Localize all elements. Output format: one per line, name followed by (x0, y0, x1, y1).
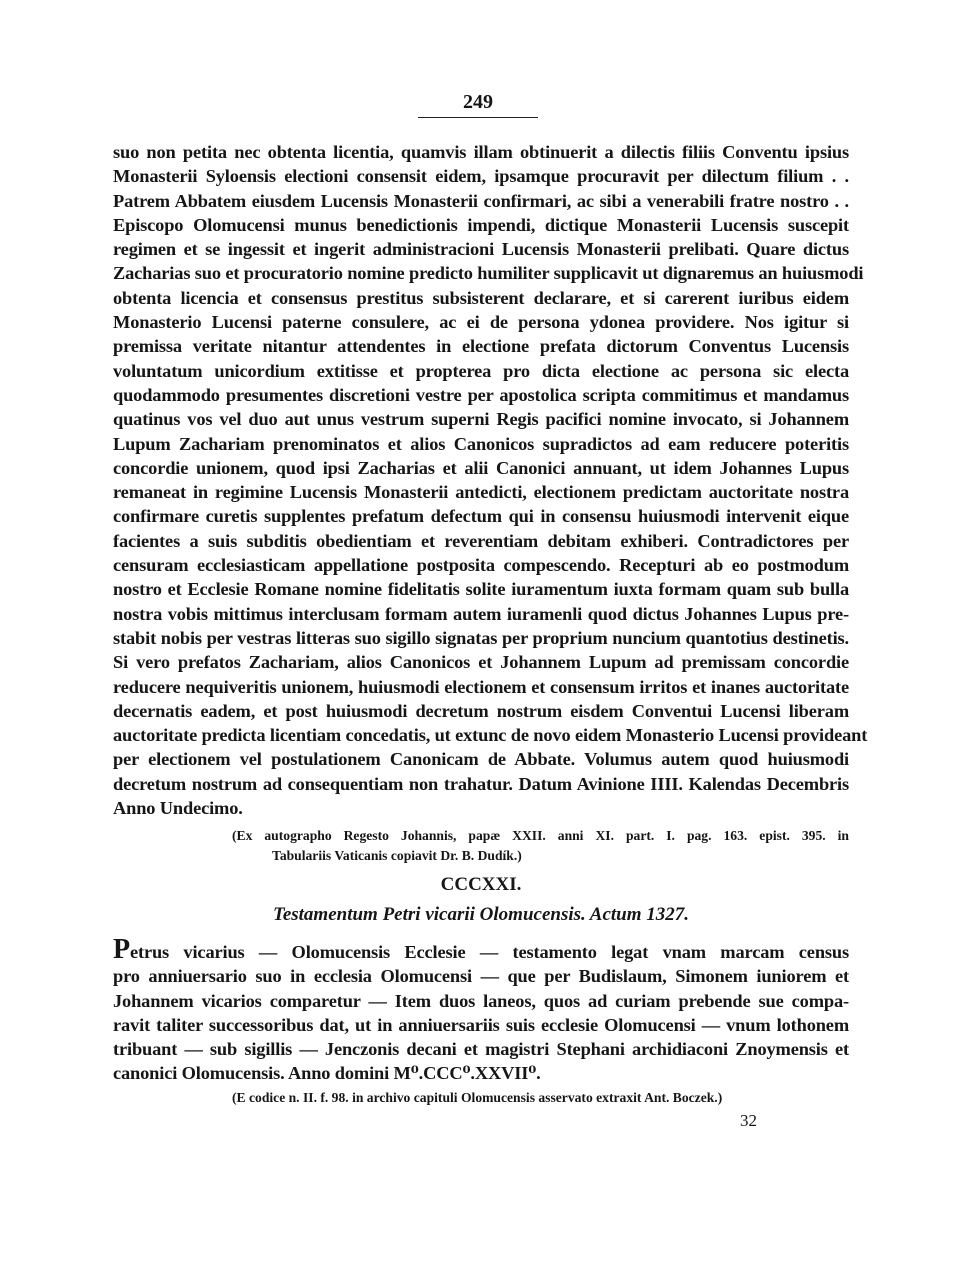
text-line: voluntatum unicordium extitisse et propterea pro dicta electione ac persona sic electa (113, 360, 849, 381)
text-line: suo non petita nec obtenta licentia, quamvis illam obtinuerit a dilectis filiis Conventu ipsius (113, 142, 849, 162)
text-line: Johannem vicarios comparetur — Item duos laneos, quos ad curiam prebende sue compa- (113, 990, 849, 1011)
text-line: Si vero prefatos Zachariam, alios Canonicos et Johannem Lupum ad premissam concordie (113, 652, 849, 673)
text-line: quatinus vos vel duo aut unus vestrum superni Regis pacifici nomine invocato, si Johannem (113, 409, 849, 430)
section-source-note (232, 1088, 849, 1108)
page-number: 249 (463, 91, 493, 113)
signature-mark: 32 (740, 1111, 757, 1130)
source-note (232, 826, 849, 866)
text-line: tribuant — sub sigillis — Jenczonis decani et magistri Stephani archidiaconi Znoymensis et (113, 1039, 849, 1060)
text-line: reducere nequiveritis unionem, huiusmodi electionem et consensum irritos et inanes auctoritate (113, 676, 849, 697)
page-number-rule (418, 117, 538, 118)
text-line-first (113, 934, 849, 965)
text-line: nostra vobis mittimus interclusam formam autem iuramenli quod dictus Johannes Lupus pre- (113, 603, 849, 624)
dropcap: P (113, 934, 130, 965)
text-line: quodammodo presumentes discretioni vestre per apostolica scripta commitimus et mandamus (113, 384, 849, 405)
text-line: per electionem vel postulationem Canonicam de Abbate. Volumus autem quod huiusmodi (113, 749, 849, 770)
text-line: facientes a suis subditis obedientiam et reverentiam debitam exhiberi. Contradictores per (113, 530, 849, 551)
text-line: regimen et se ingessit et ingerit administracioni Lucensis Monasterii prelibati. Quare dictus (113, 239, 849, 260)
text-line: stabit nobis per vestras litteras suo sigillo signatas per proprium nuncium quantotius destinetis. (113, 627, 849, 648)
text-line: nostro et Ecclesie Romane nomine fidelitatis solite iuramentum iuxta formam quam sub bulla (113, 579, 849, 600)
text-line: pro anniuersario suo in ecclesia Olomucensi — que per Budislaum, Simonem iuniorem et (113, 966, 849, 987)
section-title: Testamentum Petri vicarii Olomucensis. Actum 1327. (272, 904, 690, 925)
text-line: canonici Olomucensis. Anno domini M⁰.CCC⁰.XXVII⁰. (113, 1063, 541, 1084)
text-line: Monasterii Syloensis electioni consensit eidem, ipsamque procuravit per dilectum filium . . (113, 166, 849, 187)
text-line: Monasterio Lucensi paterne consulere, ac ei de persona ydonea providere. Nos igitur si (113, 312, 849, 333)
text-line: Patrem Abbatem eiusdem Lucensis Monasterii confirmari, ac sibi a venerabili fratre nostro . . (113, 190, 849, 211)
text-line: censuram ecclesiasticam appellatione postposita compescendo. Recepturi ab eo postmodum (113, 555, 849, 576)
text-line: decernatis eadem, et post huiusmodi decretum nostrum eisdem Conventui Lucensi liberam (113, 700, 849, 721)
section-text (113, 934, 849, 1086)
text-line: auctoritate predicta licentiam concedatis, ut extunc de novo eidem Monasterio Lucensi provideant (113, 725, 868, 746)
text-line: Episcopo Olomucensi munus benedictionis impendi, dictique Monasterii Lucensis suscepit (113, 214, 849, 235)
text-line: confirmare curetis supplentes prefatum defectum qui in consensu huiusmodi intervenit eique (113, 506, 849, 527)
text-line: ravit taliter successoribus dat, ut in anniuersariis suis ecclesie Olomucensi — vnum lothonem (113, 1014, 849, 1035)
text-line: Zacharias suo et procuratorio nomine predicto humiliter supplicavit ut dignaremus an huiusmodi (113, 263, 864, 284)
text-line: decretum nostrum ad consequentiam non trahatur. Datum Avinione IIII. Kalendas Decembris (113, 773, 849, 794)
text-line: remaneat in regimine Lucensis Monasterii antedicti, electionem predictam auctoritate nostra (113, 482, 849, 503)
text-line: concordie unionem, quod ipsi Zacharias et alii Canonici annuant, ut idem Johannes Lupus (113, 457, 849, 478)
source-note-line: (Ex autographo Regesto Johannis, papæ XXII. anni XI. part. I. pag. 163. epist. 395. in (232, 828, 849, 843)
main-text (113, 140, 868, 820)
text-line: obtenta licencia et consensus prestitus subsisterent declarare, et si carerent iuribus eidem (113, 287, 849, 308)
section-number: CCCXXI. (440, 874, 522, 895)
text-line: Anno Undecimo. (113, 798, 243, 819)
source-note-line: Tabulariis Vaticanis copiavit Dr. B. Dudík.) (272, 848, 522, 863)
text-line: premissa veritate nitantur attendentes in electione prefata dictorum Conventus Lucensis (113, 336, 849, 357)
first-line-rest: etrus vicarius — Olomucensis Ecclesie — testamento legat vnam marcam census (129, 942, 849, 962)
text-line: Lupum Zachariam prenominatos et alios Canonicos supradictos ad eam reducere poteritis (113, 433, 849, 454)
source-note-line: (E codice n. II. f. 98. in archivo capituli Olomucensis asservato extraxit Ant. Boczek.) (232, 1090, 723, 1105)
